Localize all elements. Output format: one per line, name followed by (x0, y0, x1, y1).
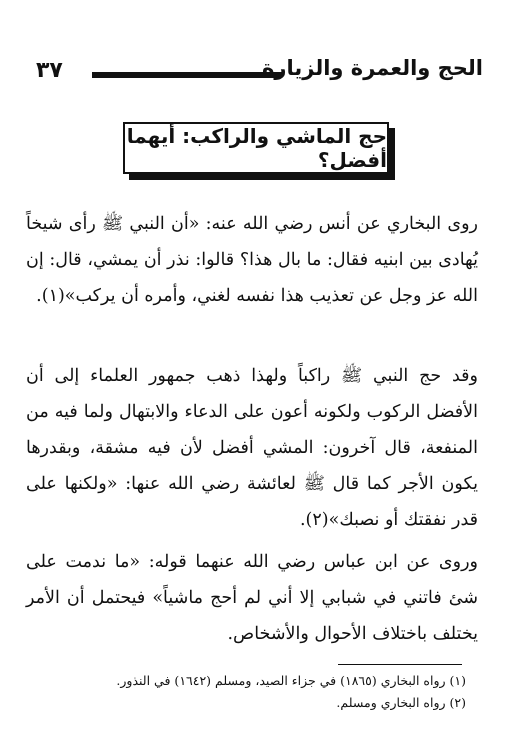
paragraph-text: وقد حج النبي ﷺ راكباً ولهذا ذهب جمهور العلماء إلى أن الأفضل الركوب ولكونه أعون على الدعاء والابتهال ولما فيه من المنفعة، قال آخرون: المشي أفضل لأن فيه مشقة، وبقدرها يكون الأجر كما قال ﷺ لعائشة رضي الله عنها: «ولكنها على قدر نفقتك أو نصبك»(٢). (26, 366, 478, 530)
footnote-separator (338, 664, 462, 665)
footnote-2: (٢) رواه البخاري ومسلم. (336, 695, 466, 710)
paragraph-text: روى البخاري عن أنس رضي الله عنه: «أن النبي ﷺ رأى شيخاً يُهادى بين ابنيه فقال: ما بال هذا؟ قالوا: نذر أن يمشي، قال: إن الله عز وجل عن تعذيب هذا نفسه لغني، وأمره أن يركب»(١). (26, 214, 478, 306)
footnotes (40, 670, 466, 714)
header-rule (92, 72, 282, 78)
paragraph-text: وروى عن ابن عباس رضي الله عنهما قوله: «ما ندمت على شئ فاتني في شبابي إلا أني لم أحج ماشياً» فيحتمل أن الأمر يختلف باختلاف الأحوال والأشخاص. (26, 552, 478, 644)
running-title: الحج والعمرة والزيارة (262, 56, 483, 80)
section-title: حج الماشي والراكب: أيهما أفضل؟ (126, 124, 387, 172)
paragraph-2 (26, 358, 478, 538)
paragraph-3 (26, 544, 478, 652)
running-header (22, 56, 487, 90)
page-number: ٣٧ (36, 58, 63, 83)
section-heading-box (123, 122, 389, 174)
footnote-1: (١) رواه البخاري (١٨٦٥) في جزاء الصيد، ومسلم (١٦٤٢) في النذور. (116, 673, 466, 688)
paragraph-1 (26, 206, 478, 314)
